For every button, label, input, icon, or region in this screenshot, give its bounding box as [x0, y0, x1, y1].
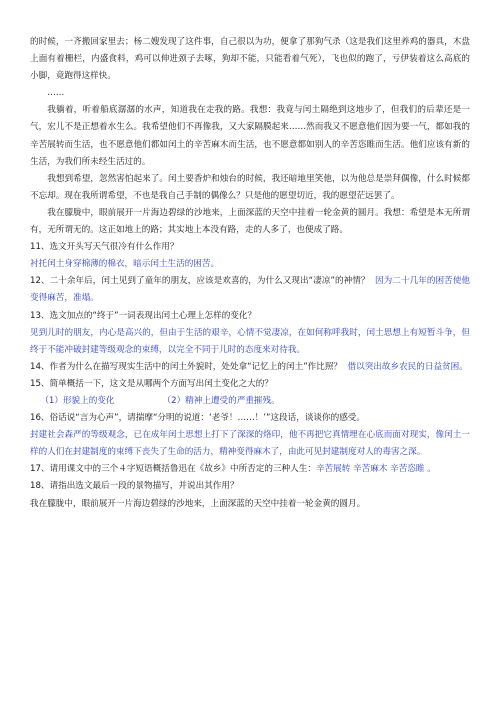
question-text: 11、选文开头写天气很冷有什么作用？: [30, 242, 179, 253]
passage-paragraph-2: 我躺着，听着船底潺潺的水声，知道我在走我的路。我想：我竟与闰土隔绝到这地步了，但我们的后辈还是一气，宏儿不是正想着水生么。我希望他们不再像我，又大家隔膜起来……然而我又不愿意他们因为要一气，都如我的辛苦展转而生活，也不愿意他们都如闰土的辛苦麻木而生活，也不愿意都如别人的辛苦恣睢而生活。他们应该有新的生活，为我们所未经生活过的。: [30, 105, 470, 167]
question-16: [30, 410, 470, 427]
passage-paragraph-1: 的时候，一齐搬回家里去；杨二嫂发现了这件事，自己很以为功，便拿了那狗气杀（这是我们这里养鸡的器具，木盘上面有着栅栏，内盛食料，鸡可以伸进颈子去啄，狗却不能，只能看着气死），飞也似的跑了，亏伊装着这么高底的小脚，竟跑得这样快。: [30, 37, 470, 82]
question-18: [30, 478, 470, 495]
question-12: [30, 273, 470, 307]
passage-paragraph-4: 我在朦胧中，眼前展开一片海边碧绿的沙地来，上面深蓝的天空中挂着一轮金黄的圆月。我想：希望是本无所谓有，无所谓无的。这正如地上的路；其实地上本没有路，走的人多了，也便成了路。: [30, 207, 470, 236]
question-13: [30, 308, 470, 325]
question-text: 12、二十余年后，闰土见到了童年的朋友，应该是欢喜的，为什么又现出“凄凉”的神情？: [30, 276, 370, 287]
question-text: 13、选文加点的“终于”一词表现出闰土心理上怎样的变化？: [30, 310, 257, 321]
question-text: 16、俗话说“言为心声”，请揣摩“分明的说道：‘老爷！……！’”这段话，谈谈你的感受。: [30, 413, 365, 424]
answer-14: 借以突出故乡农民的日益贫困。: [347, 361, 468, 372]
answer-13: 见到儿时的朋友，内心是高兴的，但由于生活的艰辛，心情不觉凄凉，在如何称呼我时，闰土思想上有短暂斗争，但终于不能冲破封建等级观念的束缚，以完全不同于儿时的态度来对待我。: [30, 327, 470, 355]
answer-11: 衬托闰土身穿棉薄的棉衣，暗示闰土生活的困苦。: [30, 259, 220, 270]
answer-15-part-1: （1）形貌上的变化: [40, 395, 115, 406]
question-text: 15、简单概括一下，这文是从哪两个方面写出闰土变化之大的？: [30, 378, 273, 389]
question-15: [30, 376, 470, 393]
answer-15: [30, 393, 470, 410]
answer-17: 辛苦展转 辛苦麻木 辛苦恣睢 。: [315, 464, 436, 475]
passage-paragraph-3: 我想到希望，忽然害怕起来了。闰土要香炉和烛台的时候，我还暗地里笑他，以为他总是崇拜偶像，什么时候都不忘却。现在我所谓希望，不也是我自己手制的偶像么？只是他的愿望切近，我的愿望茫远罢了。: [30, 173, 470, 201]
answer-16: 封建社会森严的等级观念，已在成年闰土思想上打下了深深的烙印，他不再把它真情埋在心底而面对现实，像闰土一样的人们在封建制度的束缚下丧失了生命的活力，精神变得麻木了，由此可见封建制度对人的毒害之深。: [30, 430, 470, 458]
question-11: [30, 239, 470, 256]
question-text: 14、作者为什么在描写现实生活中的闰土外貌时，处处拿“记忆上的闰土”作比照？: [30, 361, 343, 372]
answer-18: 我在朦胧中，眼前展开一片海边碧绿的沙地来，上面深蓝的天空中挂着一轮金黄的圆月。: [30, 498, 366, 509]
question-list: [30, 239, 470, 513]
passage-ellipsis: ……: [47, 88, 65, 99]
question-14: [30, 359, 470, 376]
answer-15-part-2: （2）精神上遭受的严重摧残。: [162, 395, 280, 406]
question-text: 17、请用课文中的三个４字短语概括鲁迅在《故乡》中所否定的三种人生：: [30, 464, 316, 475]
answer-12: 因为二十几年的困苦使他变得麻苦，准塌。: [30, 276, 470, 304]
question-text: 18、请指出选文最后一段的景物描写，并说出其作用？: [30, 481, 239, 492]
question-17: [30, 461, 470, 478]
